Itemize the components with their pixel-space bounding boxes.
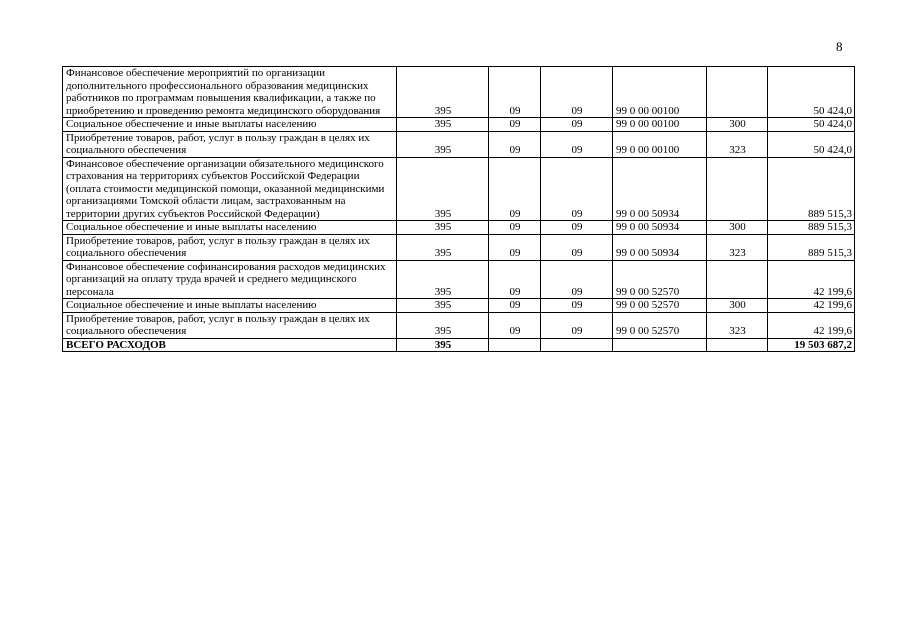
cell-grbs-code: 395 <box>397 118 489 132</box>
cell-amount: 889 515,3 <box>768 221 855 235</box>
cell-expense-type-code: 300 <box>707 221 768 235</box>
cell-expense-name: Финансовое обеспечение мероприятий по организации дополнительного профессионального образования медицинских работников по программам повышения квалификации, а также по приобретению и проведению ремонта медицинского оборудования <box>63 67 397 118</box>
table-row <box>63 221 855 235</box>
cell-target-article-code: 99 0 00 52570 <box>613 299 707 313</box>
table-row <box>63 118 855 132</box>
cell-target-article-code <box>613 338 707 352</box>
cell-amount: 889 515,3 <box>768 157 855 221</box>
cell-subsection-code: 09 <box>541 118 613 132</box>
cell-amount: 889 515,3 <box>768 234 855 260</box>
cell-section-code: 09 <box>489 131 541 157</box>
cell-target-article-code: 99 0 00 50934 <box>613 234 707 260</box>
table-row <box>63 260 855 299</box>
cell-section-code: 09 <box>489 221 541 235</box>
table-row <box>63 234 855 260</box>
cell-expense-name: Финансовое обеспечение софинансирования расходов медицинских организаций на оплату труда врачей и среднего медицинского персонала <box>63 260 397 299</box>
cell-grbs-code: 395 <box>397 312 489 338</box>
cell-section-code: 09 <box>489 118 541 132</box>
cell-subsection-code: 09 <box>541 67 613 118</box>
cell-target-article-code: 99 0 00 50934 <box>613 221 707 235</box>
cell-amount: 42 199,6 <box>768 260 855 299</box>
cell-section-code <box>489 338 541 352</box>
cell-amount: 50 424,0 <box>768 67 855 118</box>
cell-subsection-code: 09 <box>541 157 613 221</box>
cell-subsection-code: 09 <box>541 234 613 260</box>
cell-grbs-code: 395 <box>397 157 489 221</box>
cell-expense-type-code <box>707 260 768 299</box>
cell-expense-name: Приобретение товаров, работ, услуг в пользу граждан в целях их социального обеспечения <box>63 312 397 338</box>
cell-amount: 50 424,0 <box>768 118 855 132</box>
cell-section-code: 09 <box>489 234 541 260</box>
expenditure-table <box>62 66 855 352</box>
cell-section-code: 09 <box>489 67 541 118</box>
cell-section-code: 09 <box>489 299 541 313</box>
table-total-row <box>63 338 855 352</box>
cell-subsection-code <box>541 338 613 352</box>
cell-subsection-code: 09 <box>541 131 613 157</box>
cell-target-article-code: 99 0 00 52570 <box>613 260 707 299</box>
cell-grbs-code: 395 <box>397 260 489 299</box>
cell-amount: 19 503 687,2 <box>768 338 855 352</box>
cell-expense-name: Приобретение товаров, работ, услуг в пользу граждан в целях их социального обеспечения <box>63 131 397 157</box>
cell-target-article-code: 99 0 00 00100 <box>613 131 707 157</box>
cell-expense-type-code: 323 <box>707 131 768 157</box>
cell-expense-name: ВСЕГО РАСХОДОВ <box>63 338 397 352</box>
table-row <box>63 157 855 221</box>
cell-expense-type-code: 323 <box>707 312 768 338</box>
cell-expense-name: Социальное обеспечение и иные выплаты населению <box>63 221 397 235</box>
cell-subsection-code: 09 <box>541 260 613 299</box>
cell-amount: 50 424,0 <box>768 131 855 157</box>
cell-expense-type-code: 300 <box>707 118 768 132</box>
cell-grbs-code: 395 <box>397 299 489 313</box>
cell-amount: 42 199,6 <box>768 312 855 338</box>
cell-target-article-code: 99 0 00 00100 <box>613 67 707 118</box>
cell-grbs-code: 395 <box>397 131 489 157</box>
cell-expense-name: Социальное обеспечение и иные выплаты населению <box>63 118 397 132</box>
cell-target-article-code: 99 0 00 00100 <box>613 118 707 132</box>
table-row <box>63 299 855 313</box>
cell-amount: 42 199,6 <box>768 299 855 313</box>
page-number: 8 <box>836 39 843 54</box>
cell-expense-type-code <box>707 338 768 352</box>
cell-expense-type-code <box>707 67 768 118</box>
table-row <box>63 67 855 118</box>
cell-grbs-code: 395 <box>397 234 489 260</box>
table-row <box>63 131 855 157</box>
cell-grbs-code: 395 <box>397 67 489 118</box>
cell-grbs-code: 395 <box>397 338 489 352</box>
cell-expense-type-code <box>707 157 768 221</box>
cell-target-article-code: 99 0 00 52570 <box>613 312 707 338</box>
cell-subsection-code: 09 <box>541 312 613 338</box>
cell-grbs-code: 395 <box>397 221 489 235</box>
table-row <box>63 312 855 338</box>
cell-expense-name: Социальное обеспечение и иные выплаты населению <box>63 299 397 313</box>
cell-target-article-code: 99 0 00 50934 <box>613 157 707 221</box>
cell-section-code: 09 <box>489 312 541 338</box>
cell-section-code: 09 <box>489 157 541 221</box>
cell-section-code: 09 <box>489 260 541 299</box>
cell-expense-type-code: 323 <box>707 234 768 260</box>
table-body <box>63 67 855 352</box>
cell-expense-name: Приобретение товаров, работ, услуг в пользу граждан в целях их социального обеспечения <box>63 234 397 260</box>
cell-expense-name: Финансовое обеспечение организации обязательного медицинского страхования на территориях субъектов Российской Федерации (оплата стоимости медицинской помощи, оказанной медицинскими организациями Томской области лицам, застрахованным на территории других субъектов Российской Федерации) <box>63 157 397 221</box>
cell-expense-type-code: 300 <box>707 299 768 313</box>
cell-subsection-code: 09 <box>541 221 613 235</box>
cell-subsection-code: 09 <box>541 299 613 313</box>
